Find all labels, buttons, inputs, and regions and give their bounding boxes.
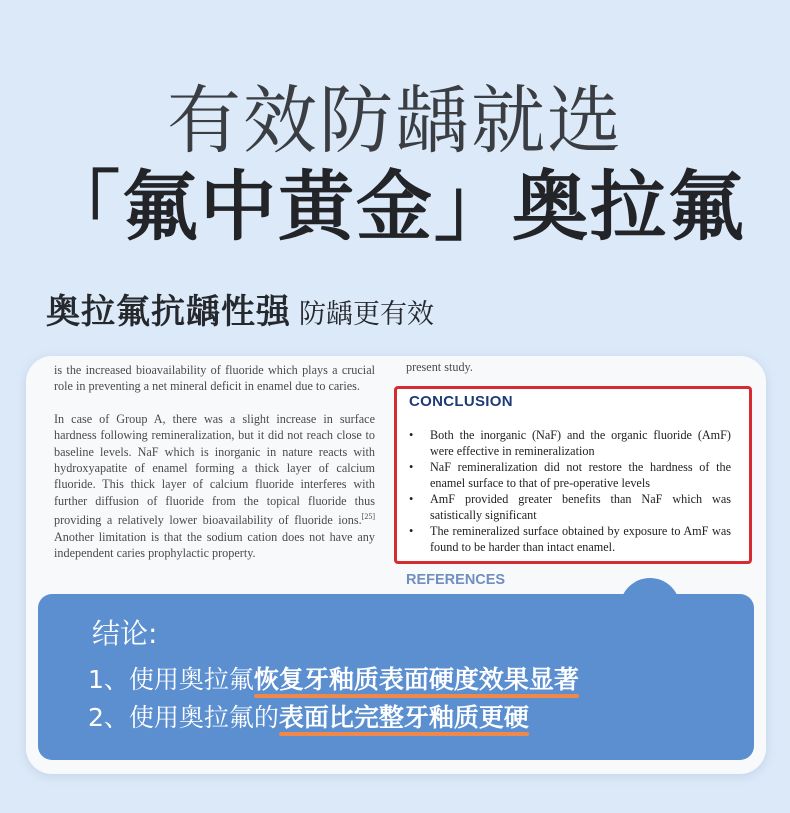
- subheading-main: 奥拉氟抗龋性强: [46, 292, 291, 332]
- headline-line1: 有效防龋就选: [167, 78, 623, 164]
- conclusion-item: [409, 491, 731, 523]
- conclusion-item: [409, 459, 731, 491]
- paper-paragraph-1: is the increased bioavailability of fluoride which plays a crucial role in preventing a net mineral deficit in enamel due to caries.: [54, 363, 375, 394]
- subheading: [46, 284, 434, 333]
- subheading-sub: 防龋更有效: [299, 299, 434, 330]
- summary-panel: [38, 594, 754, 760]
- conclusion-item: [409, 427, 731, 459]
- conclusion-item: [409, 523, 731, 555]
- bullet-icon: •: [409, 460, 414, 474]
- paper-paragraph-2: [54, 411, 375, 562]
- paper-paragraph-2-tail: Another limitation is that the sodium cation does not have any independent caries prophylactic property.: [54, 529, 375, 561]
- paper-card: [26, 356, 766, 774]
- conclusion-list: [409, 427, 731, 555]
- paper-right-top-text: present study.: [406, 360, 473, 374]
- summary-line-2-highlight: 表面比完整牙釉质更硬: [278, 703, 529, 732]
- conclusion-box: [394, 386, 752, 564]
- conclusion-item-text: NaF remineralization did not restore the hardness of the enamel surface to that of pre-operative levels: [430, 460, 731, 490]
- conclusion-item-text: AmF provided greater benefits than NaF which was satistically significant: [430, 492, 731, 522]
- bullet-icon: •: [409, 428, 414, 442]
- paper-paragraph-2-text: In case of Group A, there was a slight increase in surface hardness following remineralization, but it did not reach close to baseline levels. NaF which is inorganic in nature reacts with hydroxyapatite of enamel forming a thick layer of calcium fluoride. This thick layer of calcium fluoride interferes with further diffusion of fluoride from the topical fluoride thus providing a relatively lower bioavailability of fluoride ions.: [54, 411, 375, 528]
- conclusion-item-text: The remineralized surface obtained by exposure to AmF was found to be harder than intact enamel.: [430, 524, 731, 554]
- conclusion-item-text: Both the inorganic (NaF) and the organic fluoride (AmF) were effective in remineralization: [430, 428, 731, 458]
- summary-line-1-prefix: 1、使用奥拉氟: [88, 665, 254, 694]
- citation-ref: [25]: [361, 512, 375, 522]
- bullet-icon: •: [409, 492, 414, 506]
- conclusion-heading: CONCLUSION: [409, 393, 513, 410]
- summary-title: 结论:: [92, 617, 158, 650]
- summary-line-1: [88, 660, 579, 696]
- summary-line-1-highlight: 恢复牙釉质表面硬度效果显著: [253, 665, 579, 694]
- summary-line-2-prefix: 2、使用奥拉氟的: [88, 703, 279, 732]
- summary-line-2: [88, 698, 529, 734]
- headline-line2: 「氟中黄金」奥拉氟: [44, 162, 746, 251]
- references-heading: REFERENCES: [406, 572, 506, 588]
- paper-left-column: [54, 362, 375, 578]
- bullet-icon: •: [409, 524, 414, 538]
